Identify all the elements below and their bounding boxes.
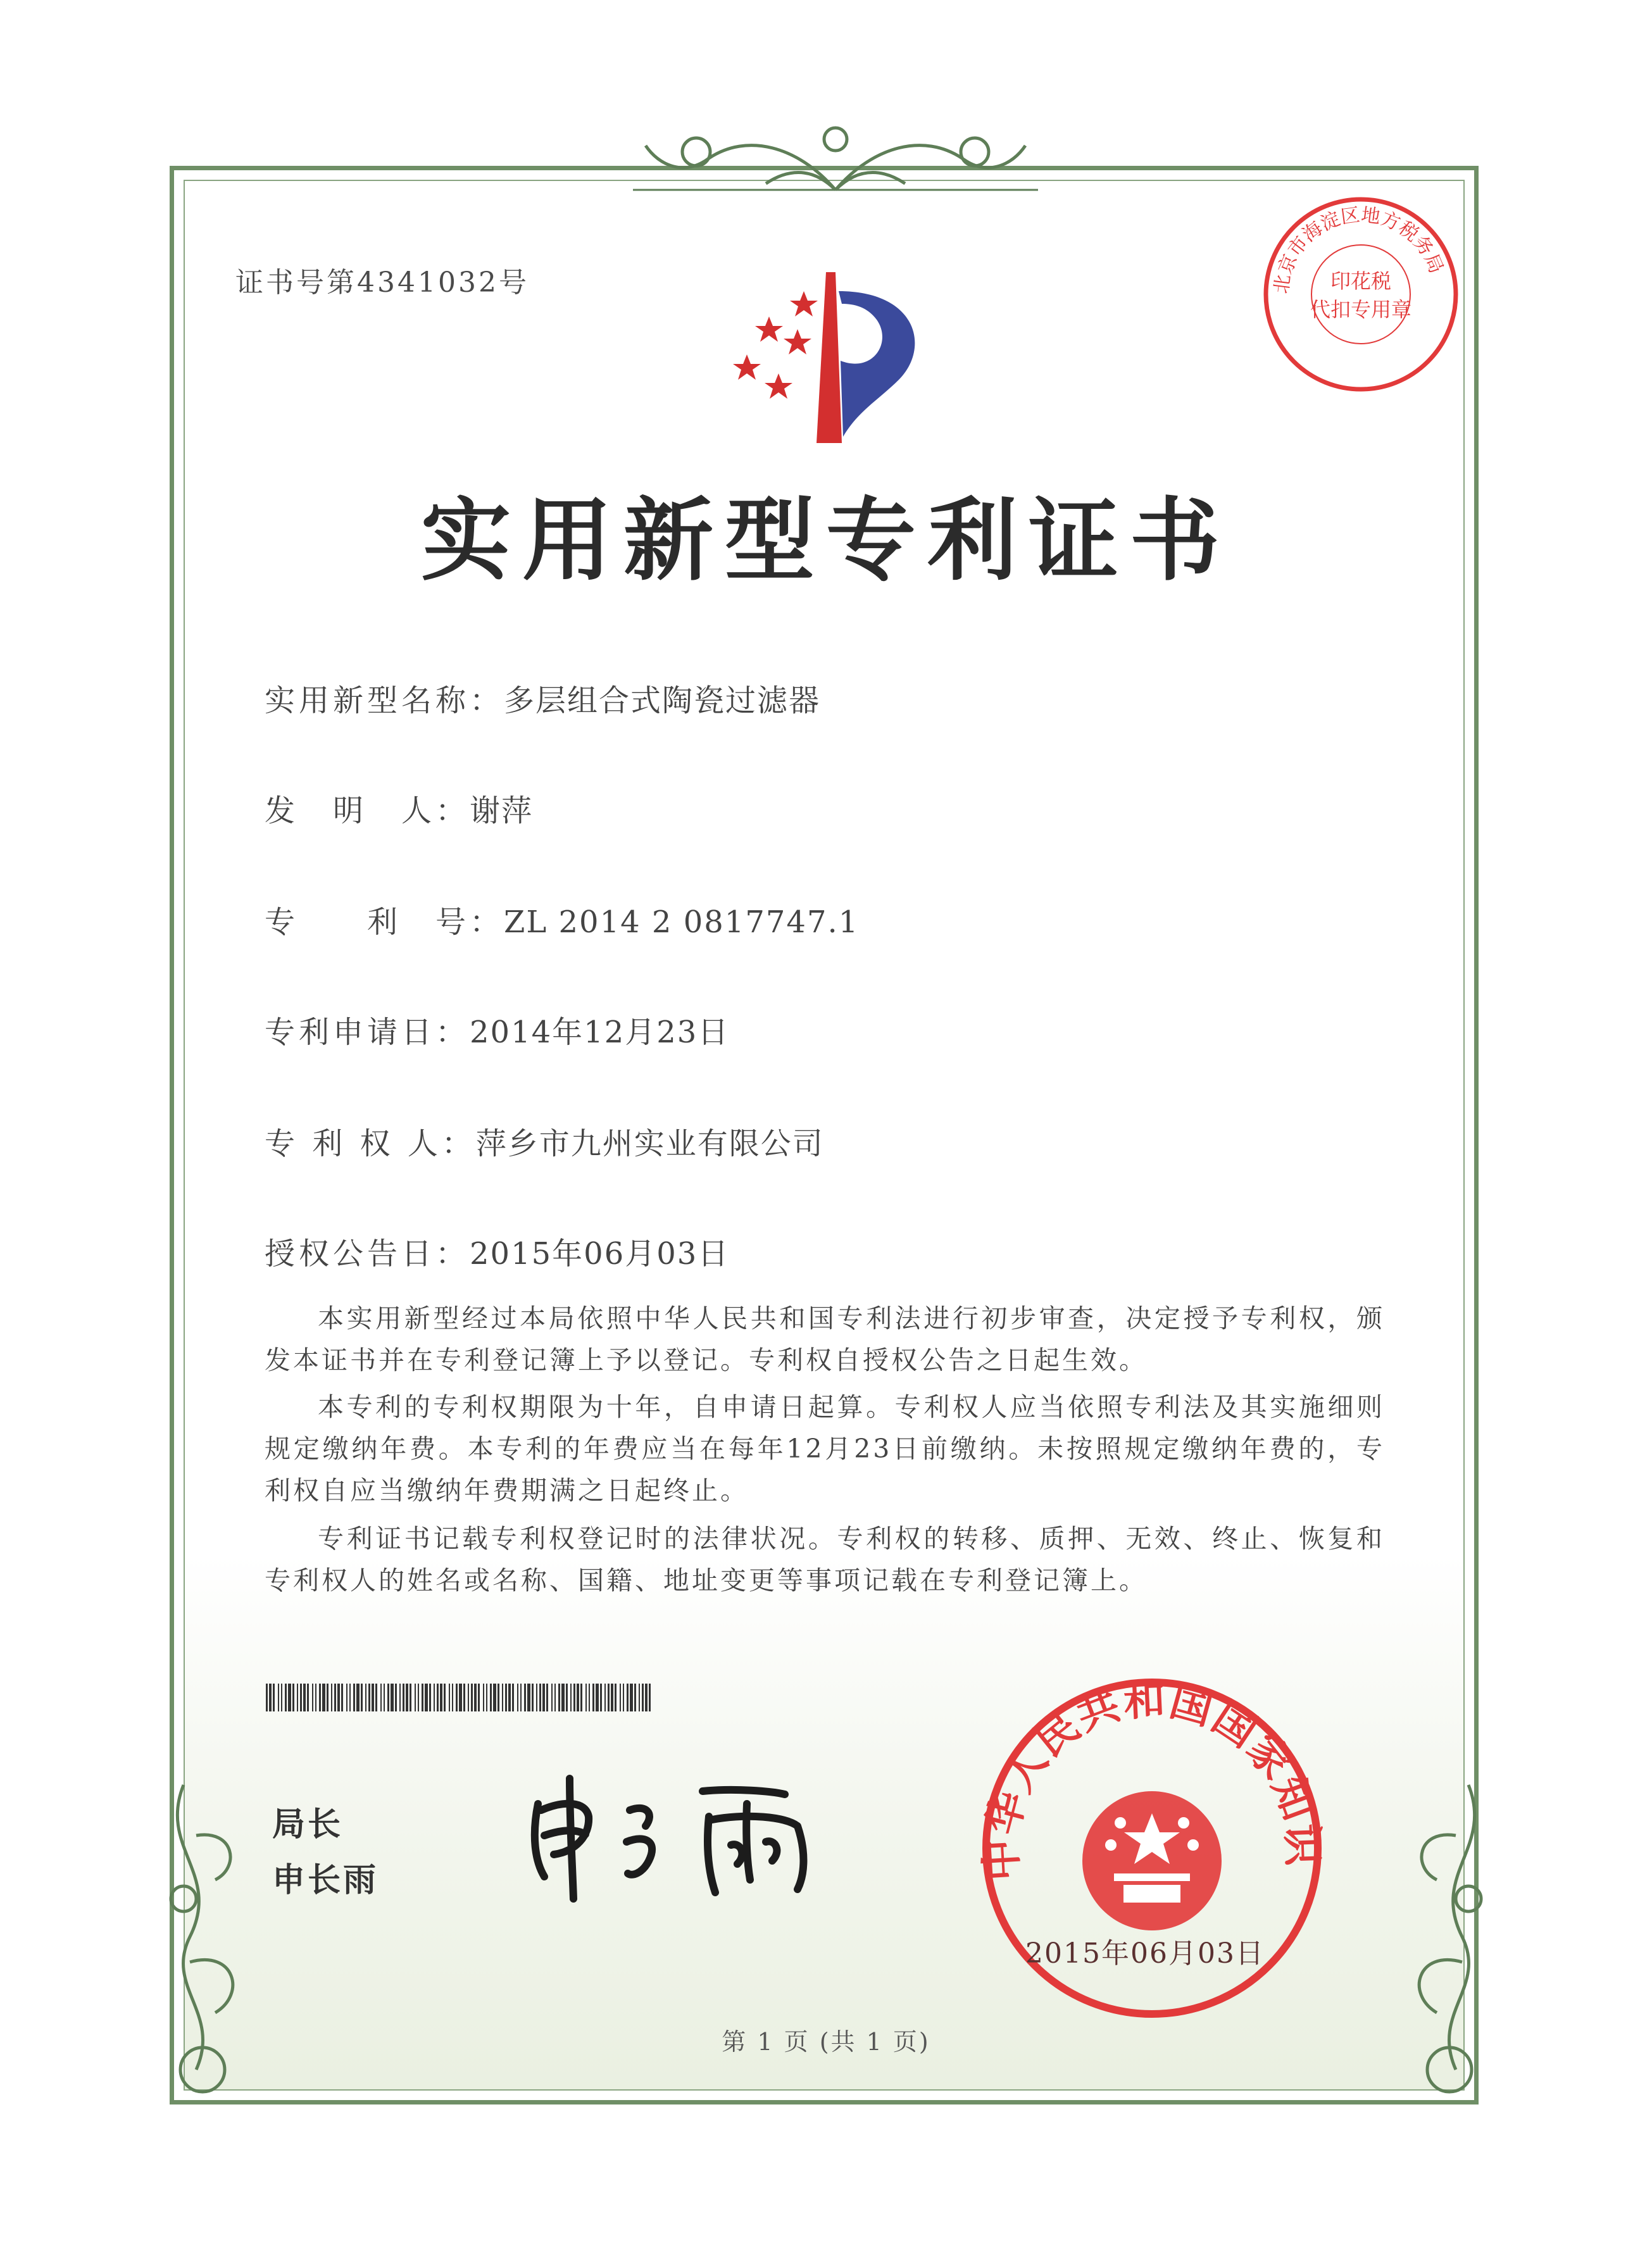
barcode-bar <box>322 1684 325 1711</box>
barcode-bar <box>558 1684 560 1711</box>
barcode-bar <box>384 1684 385 1711</box>
field-inventor <box>265 786 533 830</box>
barcode-bar <box>365 1684 366 1711</box>
barcode-bar <box>410 1684 411 1711</box>
barcode-bar <box>449 1684 450 1711</box>
barcode-bar <box>375 1684 377 1711</box>
barcode-bar <box>403 1684 404 1711</box>
field-label: 授权公告日： <box>265 1236 470 1272</box>
barcode-bar <box>627 1684 629 1711</box>
barcode-bar <box>630 1684 633 1711</box>
certificate-number: 证书号第4341032号 <box>235 266 529 299</box>
barcode-bar <box>444 1684 446 1711</box>
barcode-bar <box>266 1684 268 1711</box>
barcode-bar <box>634 1684 636 1711</box>
barcode-bar <box>361 1684 363 1711</box>
barcode-bar <box>551 1684 553 1711</box>
barcode-bar <box>380 1684 382 1711</box>
certificate-title: 实用新型专利证书 <box>421 489 1231 593</box>
field-label: 发 明 人： <box>265 793 470 829</box>
barcode-bar <box>645 1684 648 1711</box>
barcode-bar <box>341 1684 343 1711</box>
barcode-bar <box>505 1684 507 1711</box>
barcode-bar <box>585 1684 587 1711</box>
field-value: 多层组合式陶瓷过滤器 <box>504 683 821 718</box>
barcode-bar <box>524 1684 526 1711</box>
barcode-bar <box>356 1684 360 1711</box>
barcode-bar <box>536 1684 537 1711</box>
barcode-bar <box>437 1684 439 1711</box>
field-value: 2014年12月23日 <box>470 1015 730 1050</box>
barcode-bar <box>406 1684 408 1711</box>
field-value: 谢萍 <box>470 793 534 829</box>
barcode-bar <box>573 1684 575 1711</box>
barcode-bar <box>486 1684 487 1711</box>
barcode-bar <box>440 1684 442 1711</box>
barcode-bar <box>418 1684 419 1711</box>
barcode-bar <box>483 1684 484 1711</box>
barcode-bar <box>425 1684 428 1711</box>
barcode-bar <box>285 1684 287 1711</box>
barcode-bar <box>415 1684 416 1711</box>
patent-office-logo-icon <box>709 266 956 449</box>
field-label: 实用新型名称： <box>265 683 504 718</box>
director-signature-icon <box>519 1766 848 1905</box>
barcode-bar <box>512 1684 514 1711</box>
barcode-bar <box>387 1684 389 1711</box>
barcode-bar <box>399 1684 401 1711</box>
barcode-bar <box>580 1684 582 1711</box>
barcode-bar <box>292 1684 294 1711</box>
barcode-bar <box>520 1684 522 1711</box>
barcode-bar <box>452 1684 453 1711</box>
paragraph-2: 本专利的专利权期限为十年，自申请日起算。专利权人应当依照专利法及其实施细则规定缴纳年费。本专利的年费应当在每年12月23日前缴纳。未按照规定缴纳年费的，专利权自应当缴纳年费期满之日起终止。 <box>265 1392 1385 1506</box>
barcode-bar <box>497 1684 499 1711</box>
barcode-bar <box>281 1684 282 1711</box>
paragraph-3: 专利证书记载专利权登记时的法律状况。专利权的转移、质押、无效、终止、恢复和专利权人的姓名或名称、国籍、地址变更等事项记载在专利登记簿上。 <box>265 1523 1385 1596</box>
barcode-bar <box>288 1684 291 1711</box>
barcode-bar <box>273 1684 275 1711</box>
barcode-bar <box>315 1684 316 1711</box>
barcode-bar <box>600 1684 602 1711</box>
barcode-bar <box>532 1684 534 1711</box>
seal-date: 2015年06月03日 <box>1025 1937 1265 1970</box>
barcode-bar <box>596 1684 599 1711</box>
tax-stamp-outer-text: 北京市海淀区地方税务局 <box>1270 204 1448 296</box>
barcode-bar <box>327 1684 329 1711</box>
barcode-bar <box>468 1684 469 1711</box>
barcode-bar <box>372 1684 374 1711</box>
tax-stamp-icon <box>1260 193 1462 396</box>
barcode-bar <box>391 1684 394 1711</box>
barcode-bar <box>463 1684 465 1711</box>
barcode-bar <box>546 1684 548 1711</box>
barcode-bar <box>303 1684 306 1711</box>
barcode-icon <box>266 1684 658 1711</box>
field-value: 萍乡市九州实业有限公司 <box>475 1126 824 1161</box>
tax-stamp-line1: 印花税 <box>1330 269 1392 293</box>
field-label: 专利申请日： <box>265 1015 470 1050</box>
barcode-bar <box>429 1684 431 1711</box>
barcode-bar <box>337 1684 340 1711</box>
field-label: 专 利 号： <box>265 904 504 940</box>
director-name: 申长雨 <box>272 1861 379 1899</box>
barcode-bar <box>639 1684 640 1711</box>
barcode-bar <box>319 1684 321 1711</box>
barcode-bar <box>478 1684 480 1711</box>
barcode-bar <box>527 1684 530 1711</box>
field-label: 专 利 权 人： <box>265 1126 476 1161</box>
barcode-bar <box>502 1684 503 1711</box>
barcode-bar <box>471 1684 473 1711</box>
barcode-bar <box>297 1684 298 1711</box>
field-grant-date <box>265 1229 729 1273</box>
barcode-bar <box>331 1684 332 1711</box>
national-emblem-seal-icon <box>975 1671 1329 2025</box>
barcode-bar <box>566 1684 568 1711</box>
barcode-bar <box>278 1684 279 1711</box>
top-ornament-icon <box>608 120 1063 203</box>
seal-text: 中华人民共和国国家知识 <box>976 1675 1328 1882</box>
barcode-bar <box>539 1684 541 1711</box>
barcode-bar <box>346 1684 347 1711</box>
barcode-bar <box>620 1684 621 1711</box>
page-footer: 第 1 页 (共 1 页) <box>722 2028 930 2056</box>
barcode-bar <box>459 1684 462 1711</box>
barcode-bar <box>508 1684 511 1711</box>
barcode-bar <box>592 1684 594 1711</box>
barcode-bar <box>334 1684 336 1711</box>
barcode-bar <box>349 1684 351 1711</box>
barcode-bar <box>353 1684 355 1711</box>
barcode-bar <box>395 1684 397 1711</box>
barcode-bar <box>474 1684 477 1711</box>
barcode-bar <box>434 1684 435 1711</box>
barcode-bar <box>312 1684 313 1711</box>
field-patent-number <box>265 897 859 941</box>
barcode-bar <box>554 1684 556 1711</box>
barcode-bar <box>570 1684 572 1711</box>
field-value: ZL 2014 2 0817747.1 <box>504 904 860 940</box>
barcode-bar <box>269 1684 272 1711</box>
field-value: 2015年06月03日 <box>470 1236 730 1272</box>
barcode-bar <box>604 1684 606 1711</box>
barcode-bar <box>649 1684 651 1711</box>
barcode-bar <box>456 1684 458 1711</box>
barcode-bar <box>490 1684 492 1711</box>
tax-stamp <box>1260 193 1462 396</box>
barcode-bar <box>589 1684 590 1711</box>
barcode-bar <box>517 1684 518 1711</box>
field-patentee <box>265 1119 824 1163</box>
barcode-bar <box>368 1684 370 1711</box>
paragraph-1: 本实用新型经过本局依照中华人民共和国专利法进行初步审查，决定授予专利权，颁发本证书并在专利登记簿上予以登记。专利权自授权公告之日起生效。 <box>265 1303 1385 1375</box>
field-application-date <box>265 1008 729 1051</box>
barcode-bar <box>422 1684 423 1711</box>
barcode-bar <box>615 1684 616 1711</box>
barcode-bar <box>611 1684 613 1711</box>
barcode-bar <box>623 1684 624 1711</box>
barcode-bar <box>542 1684 545 1711</box>
official-seal <box>975 1671 1329 2025</box>
barcode-bar <box>577 1684 579 1711</box>
tax-stamp-line2: 代扣专用章 <box>1310 297 1412 322</box>
director-title: 局长 <box>272 1806 344 1844</box>
barcode-bar <box>300 1684 302 1711</box>
barcode-bar <box>493 1684 496 1711</box>
barcode-bar <box>561 1684 565 1711</box>
barcode-bar <box>307 1684 309 1711</box>
barcode-bar <box>642 1684 644 1711</box>
field-utility-model-name <box>265 676 820 720</box>
barcode-bar <box>608 1684 610 1711</box>
